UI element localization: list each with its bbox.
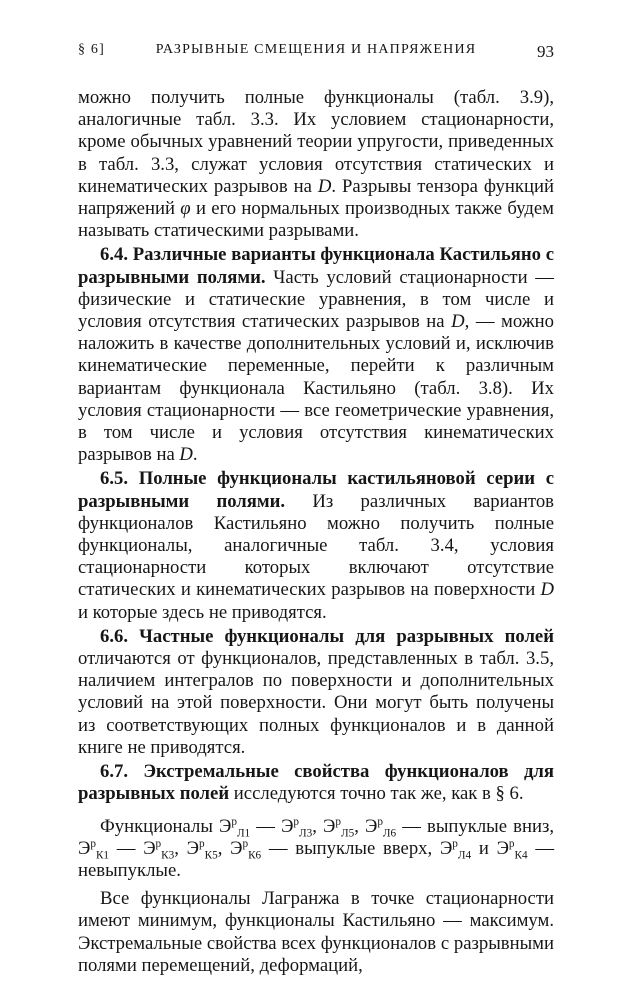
section-marker: § 6] [78,42,105,57]
functional-E-K5: $Э^р_{К5}$ [186,837,218,862]
section-heading-6-6: 6.6. Частные функционалы для разрывных полей [100,625,554,647]
section-6-6: 6.6. Частные функционалы для разрывных полей отличаются от функционалов, представленных в табл. 3.5, наличием интегралов по поверхности и дополнительных условий на этой поверхности. Они могут быть получены из соответствующих полных функционалов и в данной книге не приводятся. [78,625,554,758]
symbol-phi: φ [180,198,191,220]
formula-paragraph: Функционалы $Э^р_{Л1}$ — $Э^р_{Л3}$, $Э^р_{Л5}$, $Э^р_{Л6}$ — выпуклые вниз, $Э^р_{К1}$ — $Э^р_{К3}$, $Э^р_{К5}$, $Э^р_{К6}$ — выпуклые вверх, $Э^р_{Л4}$ и $Э^р_{К4}$ — невыпуклые. [78,815,555,881]
running-header [78,42,554,66]
symbol-D: D [317,175,332,197]
header-title: РАЗРЫВНЫЕ СМЕЩЕНИЯ И НАПРЯЖЕНИЯ [155,42,477,57]
section-6-5: 6.5. Полные функционалы кастильяновой серии с разрывными полями. Из различных вариантов функционалов Кастильяно можно получить полные функционалы, аналогичные табл. 3.4, условия стационарности которых включают отсутствие статических и кинематических разрывов на поверхности D и которые здесь не приводятся. [78,468,554,623]
paragraph-continuation: можно получить полные функционалы (табл. 3.9), аналогичные табл. 3.3. Их условием стационарности, кроме обычных уравнений теории упругости, приведенных в табл. 3.3, служат условия отсутствия статических и кинематических разрывов на D. Разрывы тензора функций напряжений φ и его нормальных производных также будем называть статическими разрывами. [78,87,554,242]
functional-E-K3: $Э^р_{К3}$ [143,837,175,862]
functional-E-L1: $Э^р_{Л1}$ [218,815,251,840]
symbol-D: D [179,444,193,466]
functional-E-K1: $Э^р_{К1}$ [78,837,110,862]
section-6-4: 6.4. Различные варианты функционала Кастильяно с разрывными полями. Часть условий стационарности — физические и статические уравнения, в том числе и условия отсутствия статических разрывов на D, — можно наложить в качестве дополнительных условий и, исключив кинематические переменные, перейти к различным вариантам функционала Кастильяно (табл. 3.8). Их условия стационарности — все геометрические уравнения, в том числе и условия отсутствия кинематических разрывов на D. [78,244,554,466]
functional-E-L4: $Э^р_{Л4}$ [439,837,472,862]
section-heading-6-4: 6.4. Различные варианты функционала Кастильяно с разрывными полями. [78,244,554,288]
symbol-D: D [451,311,465,333]
section-heading-6-7: 6.7. Экстремальные свойства функционалов для разрывных полей [78,761,554,805]
functional-E-L6: $Э^р_{Л6}$ [364,815,397,840]
functional-E-L5: $Э^р_{Л5}$ [323,815,355,840]
section-6-7: 6.7. Экстремальные свойства функционалов для разрывных полей исследуются точно так же, как в § 6. [78,761,554,805]
functional-E-K6: $Э^р_{К6}$ [230,837,262,862]
paragraph-extremal: Все функционалы Лагранжа в точке стационарности имеют минимум, функционалы Кастильяно — максимум. Экстремальные свойства всех функционалов с разрывными полями перемещений, деформаций, [78,888,554,976]
page-body [78,87,554,977]
section-heading-6-5: 6.5. Полные функционалы кастильяновой серии с разрывными полями. [78,468,554,512]
page-number: 93 [537,42,554,61]
symbol-D: D [540,579,554,601]
functional-E-L3: $Э^р_{Л3}$ [281,815,313,840]
functional-E-K4: $Э^р_{К4}$ [496,837,528,862]
